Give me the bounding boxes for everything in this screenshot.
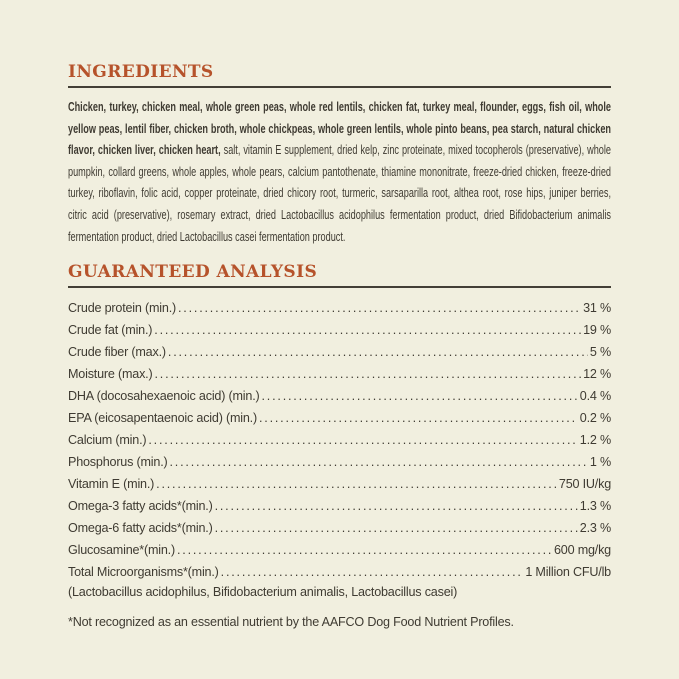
dot-leader bbox=[148, 431, 577, 449]
dot-leader bbox=[215, 519, 578, 537]
ingredients-heading-rule bbox=[68, 86, 611, 88]
analysis-label: Crude protein (min.) bbox=[68, 301, 176, 316]
dot-leader bbox=[215, 497, 578, 515]
analysis-label: Calcium (min.) bbox=[68, 433, 147, 448]
analysis-label: Omega-3 fatty acids*(min.) bbox=[68, 499, 213, 514]
analysis-label: Omega-6 fatty acids*(min.) bbox=[68, 521, 213, 536]
label-sheet bbox=[68, 62, 611, 631]
analysis-value: 0.2 % bbox=[579, 411, 611, 426]
analysis-value: 600 mg/kg bbox=[553, 543, 611, 558]
guaranteed-analysis-heading: GUARANTEED ANALYSIS bbox=[68, 262, 318, 283]
ingredients-heading: INGREDIENTS bbox=[68, 62, 214, 82]
dot-leader bbox=[154, 365, 581, 383]
ingredients-section bbox=[68, 62, 611, 247]
analysis-value: 19 % bbox=[583, 323, 611, 338]
ingredients-secondary-list: salt, vitamin E supplement, dried kelp, zinc proteinate, mixed tocopherols (preservative), whole pumpkin, collard greens, whole apples, whole pears, calcium pantothenate, thiamine mononitrate, freeze-dried chicken, freeze-dried turkey, riboflavin, folic acid, copper proteinate, dried chicory root, turmeric, sarsaparilla root, althea root, rose hips, juniper berries, citric acid (preservative), rosemary extract, dried Lactobacillus acidophilus fermentation product, dried Bifidobacterium animalis fermentation product, dried Lactobacillus casei fermentation product. bbox=[68, 142, 612, 244]
analysis-row-epa bbox=[68, 405, 611, 427]
analysis-value: 31 % bbox=[583, 301, 611, 316]
ingredients-text-wrap bbox=[68, 96, 611, 247]
analysis-table bbox=[68, 295, 611, 581]
analysis-row-crude-protein bbox=[68, 295, 611, 317]
dot-leader bbox=[262, 387, 578, 405]
analysis-row-vitamin-e bbox=[68, 471, 611, 493]
aafco-footnote: *Not recognized as an essential nutrient by the AAFCO Dog Food Nutrient Profiles. bbox=[68, 615, 514, 630]
analysis-value: 2.3 % bbox=[579, 521, 611, 536]
analysis-label: Phosphorus (min.) bbox=[68, 455, 168, 470]
analysis-row-omega-6 bbox=[68, 515, 611, 537]
analysis-value: 1.2 % bbox=[579, 433, 611, 448]
analysis-label: Glucosamine*(min.) bbox=[68, 543, 175, 558]
analysis-row-glucosamine bbox=[68, 537, 611, 559]
microorganisms-note: (Lactobacillus acidophilus, Bifidobacterium animalis, Lactobacillus casei) bbox=[68, 585, 458, 600]
analysis-row-crude-fiber bbox=[68, 339, 611, 361]
dot-leader bbox=[154, 321, 581, 339]
dot-leader bbox=[221, 563, 524, 581]
dot-leader bbox=[177, 541, 552, 559]
analysis-row-total-microorganisms bbox=[68, 559, 611, 581]
dot-leader bbox=[170, 453, 588, 471]
analysis-label: EPA (eicosapentaenoic acid) (min.) bbox=[68, 411, 257, 426]
analysis-value: 5 % bbox=[589, 345, 611, 360]
analysis-value: 1 Million CFU/lb bbox=[525, 565, 611, 580]
analysis-label: Moisture (max.) bbox=[68, 367, 153, 382]
analysis-value: 1.3 % bbox=[579, 499, 611, 514]
analysis-label: Crude fat (min.) bbox=[68, 323, 153, 338]
analysis-row-dha bbox=[68, 383, 611, 405]
dot-leader bbox=[178, 299, 581, 317]
dot-leader bbox=[259, 409, 578, 427]
analysis-value: 0.4 % bbox=[579, 389, 611, 404]
dot-leader bbox=[168, 343, 588, 361]
analysis-row-crude-fat bbox=[68, 317, 611, 339]
analysis-row-moisture bbox=[68, 361, 611, 383]
ingredients-primary-list: Chicken, turkey, chicken meal, whole green peas, whole red lentils, chicken fat, turkey meal, flounder, eggs, fish oil, whole yellow peas, lentil fiber, chicken broth, whole chickpeas, whole green lentils, whole pinto beans, pea starch, natural chicken flavor, chicken liver, chicken heart, bbox=[68, 99, 612, 158]
guaranteed-analysis-heading-rule bbox=[68, 286, 611, 288]
guaranteed-analysis-section bbox=[68, 262, 611, 631]
analysis-row-calcium bbox=[68, 427, 611, 449]
analysis-label: Vitamin E (min.) bbox=[68, 477, 155, 492]
analysis-label: Crude fiber (max.) bbox=[68, 345, 166, 360]
dot-leader bbox=[156, 475, 557, 493]
analysis-value: 750 IU/kg bbox=[558, 477, 611, 492]
analysis-value: 12 % bbox=[583, 367, 611, 382]
analysis-label: Total Microorganisms*(min.) bbox=[68, 565, 219, 580]
ingredients-text bbox=[68, 96, 611, 247]
analysis-value: 1 % bbox=[589, 455, 611, 470]
analysis-label: DHA (docosahexaenoic acid) (min.) bbox=[68, 389, 260, 404]
analysis-row-omega-3 bbox=[68, 493, 611, 515]
analysis-row-phosphorus bbox=[68, 449, 611, 471]
